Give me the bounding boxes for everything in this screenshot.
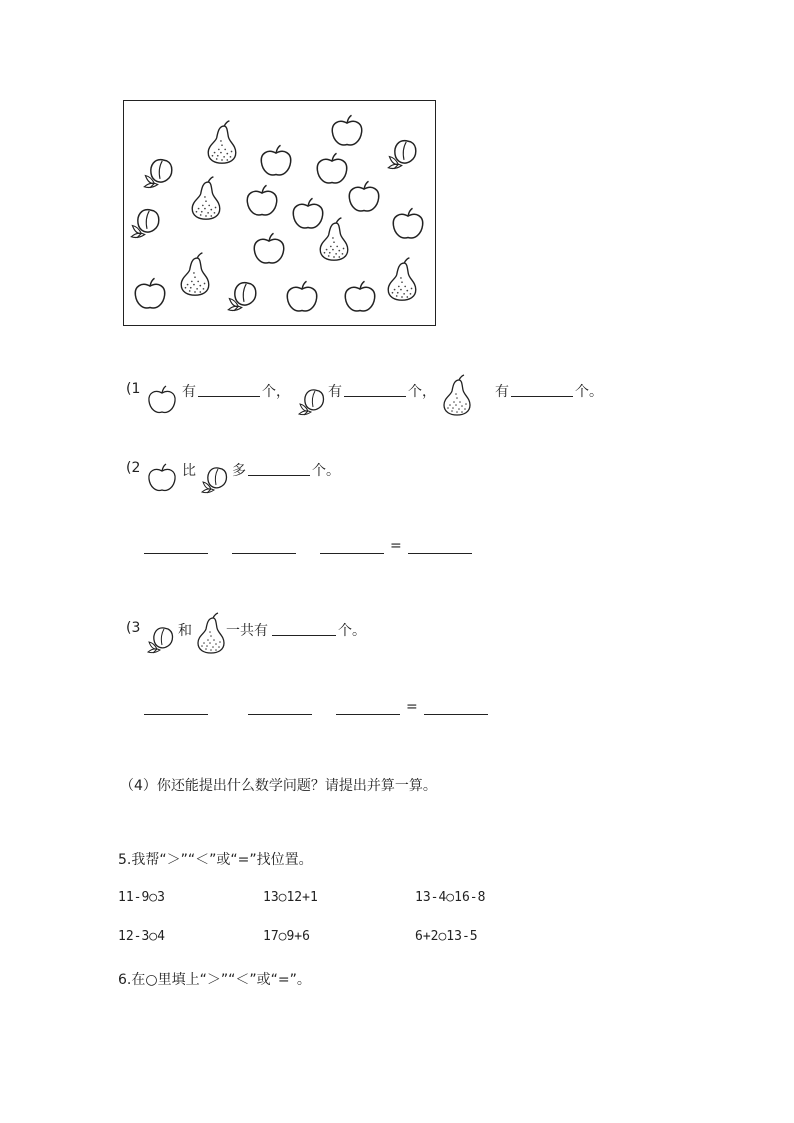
apple-icon bbox=[261, 145, 290, 175]
q3-answer-blank[interactable] bbox=[272, 635, 336, 636]
q3-and-label: 和 bbox=[178, 623, 192, 639]
q1-number: (1 bbox=[126, 381, 141, 397]
apple-icon bbox=[393, 208, 422, 238]
apple-icon bbox=[247, 185, 276, 215]
q5-item[interactable]: 13-4○16-8 bbox=[415, 890, 486, 905]
peach-icon bbox=[297, 384, 329, 416]
q6-title: 6.在○里填上“＞”“＜”或“=”。 bbox=[118, 972, 311, 988]
q5-item[interactable]: 6+2○13-5 bbox=[415, 929, 478, 944]
peach-icon bbox=[131, 210, 159, 238]
pear-icon bbox=[388, 258, 416, 300]
pear-icon bbox=[192, 177, 220, 219]
q2-equals-sign: = bbox=[390, 538, 402, 554]
q3-eq-blank-2[interactable] bbox=[248, 714, 312, 715]
apple-icon bbox=[293, 198, 322, 228]
q2-eq-result-blank[interactable] bbox=[408, 553, 472, 554]
q1-has-label-2: 有 bbox=[328, 384, 342, 400]
q3-eq-blank-1[interactable] bbox=[144, 714, 208, 715]
apple-icon bbox=[146, 462, 178, 494]
q5-item[interactable]: 12-3○4 bbox=[118, 929, 165, 944]
q4-text: （4）你还能提出什么数学问题？请提出并算一算。 bbox=[120, 778, 437, 794]
pear-icon bbox=[320, 218, 348, 260]
peach-icon bbox=[146, 622, 178, 654]
q5-title: 5.我帮“＞”“＜”或“=”找位置。 bbox=[118, 852, 313, 868]
q3-eq-blank-3[interactable] bbox=[336, 714, 400, 715]
q5-item[interactable]: 13○12+1 bbox=[263, 890, 318, 905]
fruit-picture bbox=[123, 100, 436, 326]
peach-icon bbox=[200, 462, 232, 494]
q3-equals-sign: = bbox=[406, 699, 418, 715]
q2-eq-blank-2[interactable] bbox=[232, 553, 296, 554]
pear-icon bbox=[208, 121, 236, 163]
q3-eq-result-blank[interactable] bbox=[424, 714, 488, 715]
apple-icon bbox=[345, 281, 374, 311]
q5-item[interactable]: 17○9+6 bbox=[263, 929, 310, 944]
apple-icon bbox=[254, 233, 283, 263]
apple-icon bbox=[317, 153, 346, 183]
q3-unit: 个。 bbox=[338, 623, 366, 639]
apple-icon bbox=[332, 115, 361, 145]
pear-icon bbox=[194, 612, 228, 654]
apple-icon bbox=[146, 384, 178, 416]
pear-icon bbox=[181, 253, 209, 295]
q2-more-label: 多 bbox=[232, 463, 246, 479]
q1-has-label-1: 有 bbox=[182, 384, 196, 400]
apple-icon bbox=[349, 181, 378, 211]
q1-unit-3: 个。 bbox=[575, 384, 603, 400]
peach-icon bbox=[228, 283, 256, 311]
q1-answer-blank-2[interactable] bbox=[344, 396, 406, 397]
q2-eq-blank-1[interactable] bbox=[144, 553, 208, 554]
q1-answer-blank-1[interactable] bbox=[198, 396, 260, 397]
q3-total-label: 一共有 bbox=[226, 623, 268, 639]
q2-eq-blank-3[interactable] bbox=[320, 553, 384, 554]
q2-than-label: 比 bbox=[182, 463, 196, 479]
q1-answer-blank-3[interactable] bbox=[511, 396, 573, 397]
q3-number: (3 bbox=[126, 620, 141, 636]
q2-number: (2 bbox=[126, 460, 141, 476]
apple-icon bbox=[135, 278, 164, 308]
q2-unit: 个。 bbox=[312, 463, 340, 479]
fruit-drawing bbox=[124, 101, 437, 327]
q5-item[interactable]: 11-9○3 bbox=[118, 890, 165, 905]
peach-icon bbox=[388, 141, 416, 169]
peach-icon bbox=[144, 160, 172, 188]
pear-icon bbox=[440, 374, 474, 416]
q1-has-label-3: 有 bbox=[495, 384, 509, 400]
q2-answer-blank[interactable] bbox=[248, 475, 310, 476]
q1-unit-1: 个， bbox=[262, 384, 290, 400]
q1-unit-2: 个， bbox=[408, 384, 436, 400]
apple-icon bbox=[287, 281, 316, 311]
